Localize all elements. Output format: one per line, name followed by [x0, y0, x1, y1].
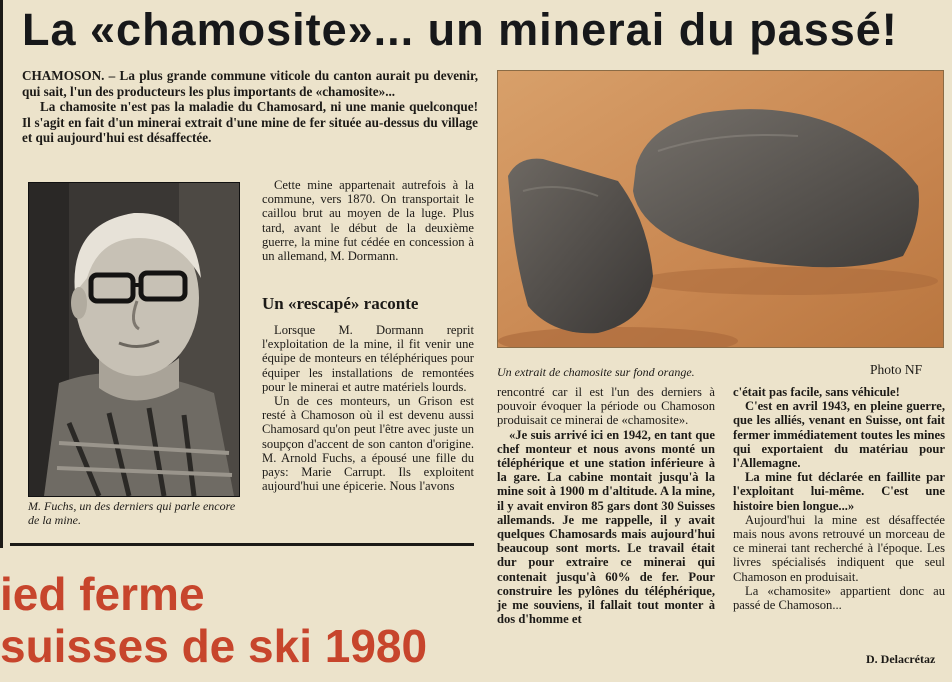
col3-body-para-1: Aujourd'hui la mine est désaffectée mais nous avons retrouvé un morceau de ce minerai tant recherché à l'époque. Les livres spécialisés indiquent que seul Chamoson en produisait.	[733, 512, 945, 584]
col1-intro-text: Cette mine appartenait autrefois à la commune, vers 1870. On transportait le caillou brut au moyen de la luge. Plus tard, avant le début de la deuxième guerre, la mine fut cédée en concession à un allemand, M. Dormann.	[262, 178, 474, 264]
col3-bold-2: C'est en avril 1943, en pleine guerre, que les alliés, venant en Suisse, ont fait fermer immédiatement toutes les mines qui exportaient du matériau pour l'Allemagne.	[733, 399, 945, 471]
col1-body-para-1: Lorsque M. Dormann reprit l'exploitation de la mine, il fit venir une équipe de monteurs en téléphériques pour équiper les installations de remontées pour le minerai et autre matériels lourds.	[262, 323, 474, 394]
col3	[733, 385, 945, 612]
col3-bold-para-2	[733, 399, 945, 470]
subhead: Un «rescapé» raconte	[262, 294, 419, 313]
portrait-caption: M. Fuchs, un des derniers qui parle encore de la mine.	[28, 499, 236, 527]
col3-body-para-2: La «chamosite» appartient donc au passé de Chamoson...	[733, 583, 945, 613]
col3-bold-3: La mine fut déclarée en faillite par l'exploitant lui-même. C'est une histoire bien longue...»	[733, 470, 945, 513]
byline: D. Delacrétaz	[866, 652, 936, 666]
col3-bold-1: c'était pas facile, sans véhicule!	[733, 385, 900, 399]
lead-paragraph	[22, 68, 478, 146]
left-column-rule	[0, 0, 3, 548]
col1-intro	[262, 178, 474, 263]
col1-body-para-2: Un de ces monteurs, un Grison est resté à Chamoson où il est devenu aussi Chamosard qu'on peut l'être avec juste un soupçon d'accent de son canton d'origine. M. Arnold Fuchs, a épousé une fille du pays: Marie Carrupt. Ils exploitent aujourd'hui une épicerie. Nous l'avons	[262, 394, 474, 494]
headline: La «chamosite»... un minerai du passé!	[22, 4, 898, 55]
col1-body	[262, 323, 474, 493]
portrait-photo	[28, 182, 240, 497]
bottom-headline-line-1: ied ferme	[0, 568, 205, 620]
col3-bold-para-1	[733, 385, 945, 399]
portrait-illustration	[29, 183, 239, 496]
section-rule	[10, 543, 474, 546]
lead-line-2: La chamosite n'est pas la maladie du Chamosard, ni une manie quelconque! Il s'agit en fait d'un minerai extrait d'une mine de fer située au-dessus du village et qui aujourd'hui est désaffectée.	[22, 99, 478, 146]
col2-intro: rencontré car il est l'un des derniers à pouvoir évoquer la période ou Chamoson produisait ce minerai de «chamosite».	[497, 385, 715, 428]
col2-quote-para	[497, 428, 715, 627]
photo-caption: Un extrait de chamosite sur fond orange.	[497, 365, 695, 379]
col3-bold-para-3	[733, 470, 945, 513]
mineral-photo	[497, 70, 944, 348]
col2-quote: «Je suis arrivé ici en 1942, en tant que chef monteur et nous avons monté un téléphérique et une station inférieure à la gare. La cabine montait jusqu'à la mine soit à 1900 m d'altitude. A la mine, il y avait environ 85 gars dont 30 Suisses allemands. Je me rappelle, il y avait quelques Chamosards mais aujourd'hui beaucoup sont morts. Le travail était dur pour extraire ce minerai qui contenait jusqu'à 60% de fer. Pour construire les pylônes du téléphérique, je me souviens, il fallait tout monter à dos d'homme et	[497, 427, 715, 627]
lead-line-1: CHAMOSON. – La plus grande commune viticole du canton aurait pu devenir, qui sait, l'un des producteurs les plus importants de «chamosite»...	[22, 68, 478, 99]
bottom-headline-line-2: suisses de ski 1980	[0, 620, 428, 672]
col2	[497, 385, 715, 626]
photo-credit: Photo NF	[870, 362, 923, 377]
mineral-illustration	[498, 71, 943, 347]
